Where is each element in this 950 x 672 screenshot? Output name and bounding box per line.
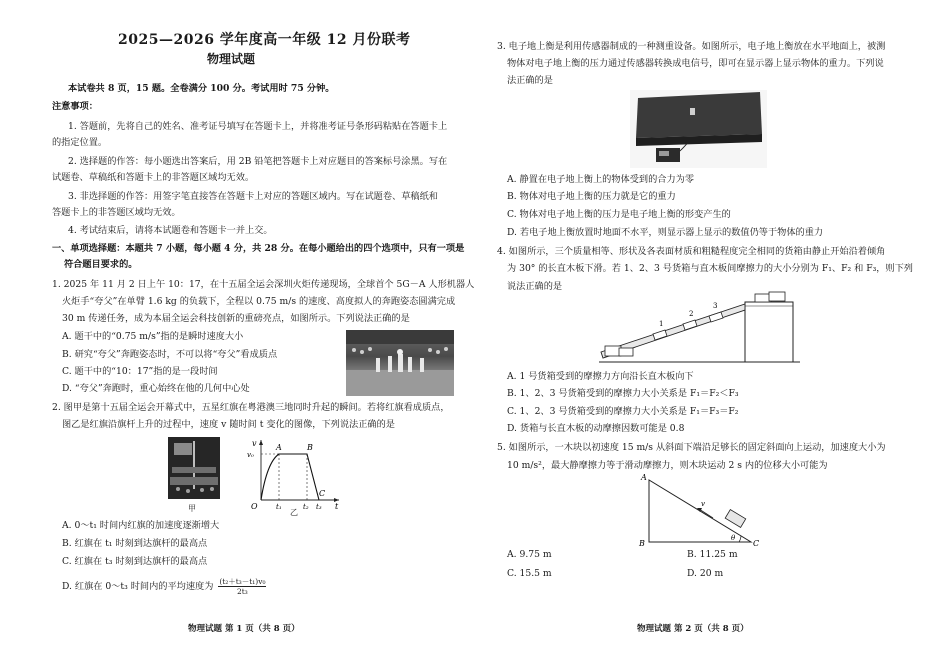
angle-theta-label: θ <box>731 534 736 542</box>
note-line: 1. 答题前，先将自己的姓名、准考证号填写在答题卡上，并将准考证号条形码粘贴在答题卡上 <box>68 121 448 132</box>
q5-option-d[interactable]: D. 20 m <box>687 568 724 579</box>
origin-label: O <box>251 502 258 511</box>
q2-option-d-text: D. 红旗在 0～t₃ 时间内的平均速度为 <box>62 581 214 592</box>
t-axis-label: t <box>335 502 339 511</box>
fraction-denominator: 2t₃ <box>237 587 248 596</box>
point-a-label: A <box>276 443 282 452</box>
section-heading-cont: 符合题目要求的。 <box>64 259 138 270</box>
box-2-label: 2 <box>689 310 694 318</box>
q3-option-a[interactable]: A. 静置在电子地上衡上的物体受到的合力为零 <box>507 174 695 185</box>
note-line: 试题卷、草稿纸和答题卡上的非答题区域均无效。 <box>52 172 255 183</box>
floor-scale-photo <box>630 90 767 168</box>
vertex-a-label: A <box>641 473 647 482</box>
fraction-numerator: (t₂＋t₃－t₁)v₀ <box>219 577 266 586</box>
exam-intro: 本试卷共 8 页，15 题。全卷满分 100 分。考试用时 75 分钟。 <box>68 83 335 94</box>
q5-option-a[interactable]: A. 9.75 m <box>507 549 552 560</box>
q2-option-b[interactable]: B. 红旗在 t₁ 时刻到达旗杆的最高点 <box>62 538 208 549</box>
q2-option-c[interactable]: C. 红旗在 t₃ 时刻到达旗杆的最高点 <box>62 556 208 567</box>
exam-subject: 物理试题 <box>207 52 256 66</box>
q5-stem: 10 m/s²，最大静摩擦力等于滑动摩擦力，则木块运动 2 s 内的位移大小可能为 <box>507 460 828 471</box>
exam-title: 2025—2026 学年度高一年级 12 月份联考 <box>118 32 411 48</box>
note-line: 3. 非选择题的作答：用签字笔直接答在答题卡上对应的答题区域内。写在试题卷、草稿纸和 <box>68 191 438 202</box>
q4-stem: 为 30° 的长直木板下滑。若 1、2、3 号货箱与直木板间摩擦力的大小分别为 F₁、F₂ 和 F₃，则下列 <box>507 263 913 274</box>
q1-option-a[interactable]: A. 题干中的“0.75 m/s”指的是瞬时速度大小 <box>62 331 244 342</box>
page-footer: 物理试题 第 2 页（共 8 页） <box>637 624 749 634</box>
box-3-label: 3 <box>713 302 718 310</box>
note-line: 2. 选择题的作答：每小题选出答案后，用 2B 铅笔把答题卡上对应题目的答案标号涂黑。写在 <box>68 156 448 167</box>
q3-option-b[interactable]: B. 物体对电子地上衡的压力就是它的重力 <box>507 191 676 202</box>
q4-option-a[interactable]: A. 1 号货箱受到的摩擦力方向沿长直木板向下 <box>507 371 694 382</box>
v-axis-label: v <box>252 439 257 448</box>
velocity-label: v <box>701 500 705 508</box>
q5-stem: 5. 如图所示，一木块以初速度 15 m/s 从斜面下端沿足够长的固定斜面向上运动，加速度大小为 <box>497 442 886 453</box>
q4-stem: 4. 如图所示，三个质量相等、形状及各表面材质和粗糙程度完全相同的货箱由静止开始沿着倾角 <box>497 246 886 257</box>
page-footer: 物理试题 第 1 页（共 8 页） <box>188 624 300 634</box>
vertex-c-label: C <box>753 539 760 548</box>
point-c-label: C <box>319 489 326 498</box>
q2-option-d[interactable] <box>62 577 266 596</box>
note-line: 答题卡上的非答题区域均无效。 <box>52 207 181 218</box>
q2-stem: 图乙是红旗沿旗杆上升的过程中，速度 v 随时间 t 变化的图像，下列说法正确的是 <box>62 419 395 430</box>
note-line: 的指定位置。 <box>52 137 108 148</box>
q3-stem: 3. 电子地上衡是利用传感器制成的一种测重设备。如图所示，电子地上衡放在水平地面上，被测 <box>497 41 886 52</box>
flag-raising-photo <box>168 437 220 499</box>
q4-option-c[interactable]: C. 1、2、3 号货箱受到的摩擦力大小关系是 F₁＝F₃＝F₂ <box>507 406 739 417</box>
page-2 <box>475 0 950 672</box>
notes-heading: 注意事项： <box>52 101 98 112</box>
figure-label-jia: 甲 <box>188 504 196 513</box>
q4-option-b[interactable]: B. 1、2、3 号货箱受到的摩擦力大小关系是 F₁＝F₂＜F₃ <box>507 388 739 399</box>
fraction <box>218 577 266 596</box>
q1-option-c[interactable]: C. 题干中的“10：17”指的是一段时间 <box>62 366 218 377</box>
q1-option-b[interactable]: B. 研究“夸父”奔跑姿态时，不可以将“夸父”看成质点 <box>62 349 278 360</box>
box-1-label: 1 <box>659 320 664 328</box>
q1-stem: 1. 2025 年 11 月 2 日上午 10：17，在十五届全运会深圳火炬传递现场，全球首个 5G－A 人形机器人 <box>52 279 475 290</box>
robot-torchbearer-photo <box>346 330 454 396</box>
q5-option-b[interactable]: B. 11.25 m <box>687 549 738 560</box>
incline-triangle-diagram <box>635 472 765 552</box>
q3-stem: 物体对电子地上衡的压力通过传感器转换成电信号，即可在显示器上显示物体的重力。下列说 <box>507 58 884 69</box>
q1-stem: 火炬手“夸父”在单臂 1.6 kg 的负载下，全程以 0.75 m/s 的速度、高度拟人的奔跑姿态圆满完成 <box>62 296 456 307</box>
t1-label: t₁ <box>276 503 282 511</box>
vertex-b-label: B <box>639 539 645 548</box>
q5-option-c[interactable]: C. 15.5 m <box>507 568 552 579</box>
t3-label: t₃ <box>316 503 322 511</box>
velocity-time-graph <box>243 436 343 516</box>
q3-option-d[interactable]: D. 若电子地上衡放置时地面不水平，则显示器上显示的数值仍等于物体的重力 <box>507 227 824 238</box>
q2-stem: 2. 图甲是第十五届全运会开幕式中，五星红旗在粤港澳三地同时升起的瞬间。若将红旗看成质点， <box>52 402 450 413</box>
q3-option-c[interactable]: C. 物体对电子地上衡的压力是电子地上衡的形变产生的 <box>507 209 731 220</box>
q4-stem: 说法正确的是 <box>507 281 563 292</box>
q3-stem: 法正确的是 <box>507 75 553 86</box>
point-b-label: B <box>307 443 313 452</box>
q1-option-d[interactable]: D. “夸父”奔跑时，重心始终在他的几何中心处 <box>62 383 250 394</box>
q4-option-d[interactable]: D. 货箱与长直木板的动摩擦因数可能是 0.8 <box>507 423 685 434</box>
figure-label-yi: 乙 <box>290 508 298 517</box>
section-heading: 一、单项选择题：本题共 7 小题，每小题 4 分，共 28 分。在每小题给出的四个选项中，只有一项是 <box>52 243 465 254</box>
note-line: 4. 考试结束后，请将本试题卷和答题卡一并上交。 <box>68 225 273 236</box>
v0-label: v₀ <box>247 451 254 459</box>
t2-label: t₂ <box>303 503 309 511</box>
q1-stem: 30 m 传递任务，成为本届全运会科技创新的重磅亮点，如图所示。下列说法正确的是 <box>62 313 410 324</box>
q2-option-a[interactable]: A. 0～t₁ 时间内红旗的加速度逐渐增大 <box>62 520 220 531</box>
sliding-boxes-ramp-diagram <box>595 288 805 364</box>
